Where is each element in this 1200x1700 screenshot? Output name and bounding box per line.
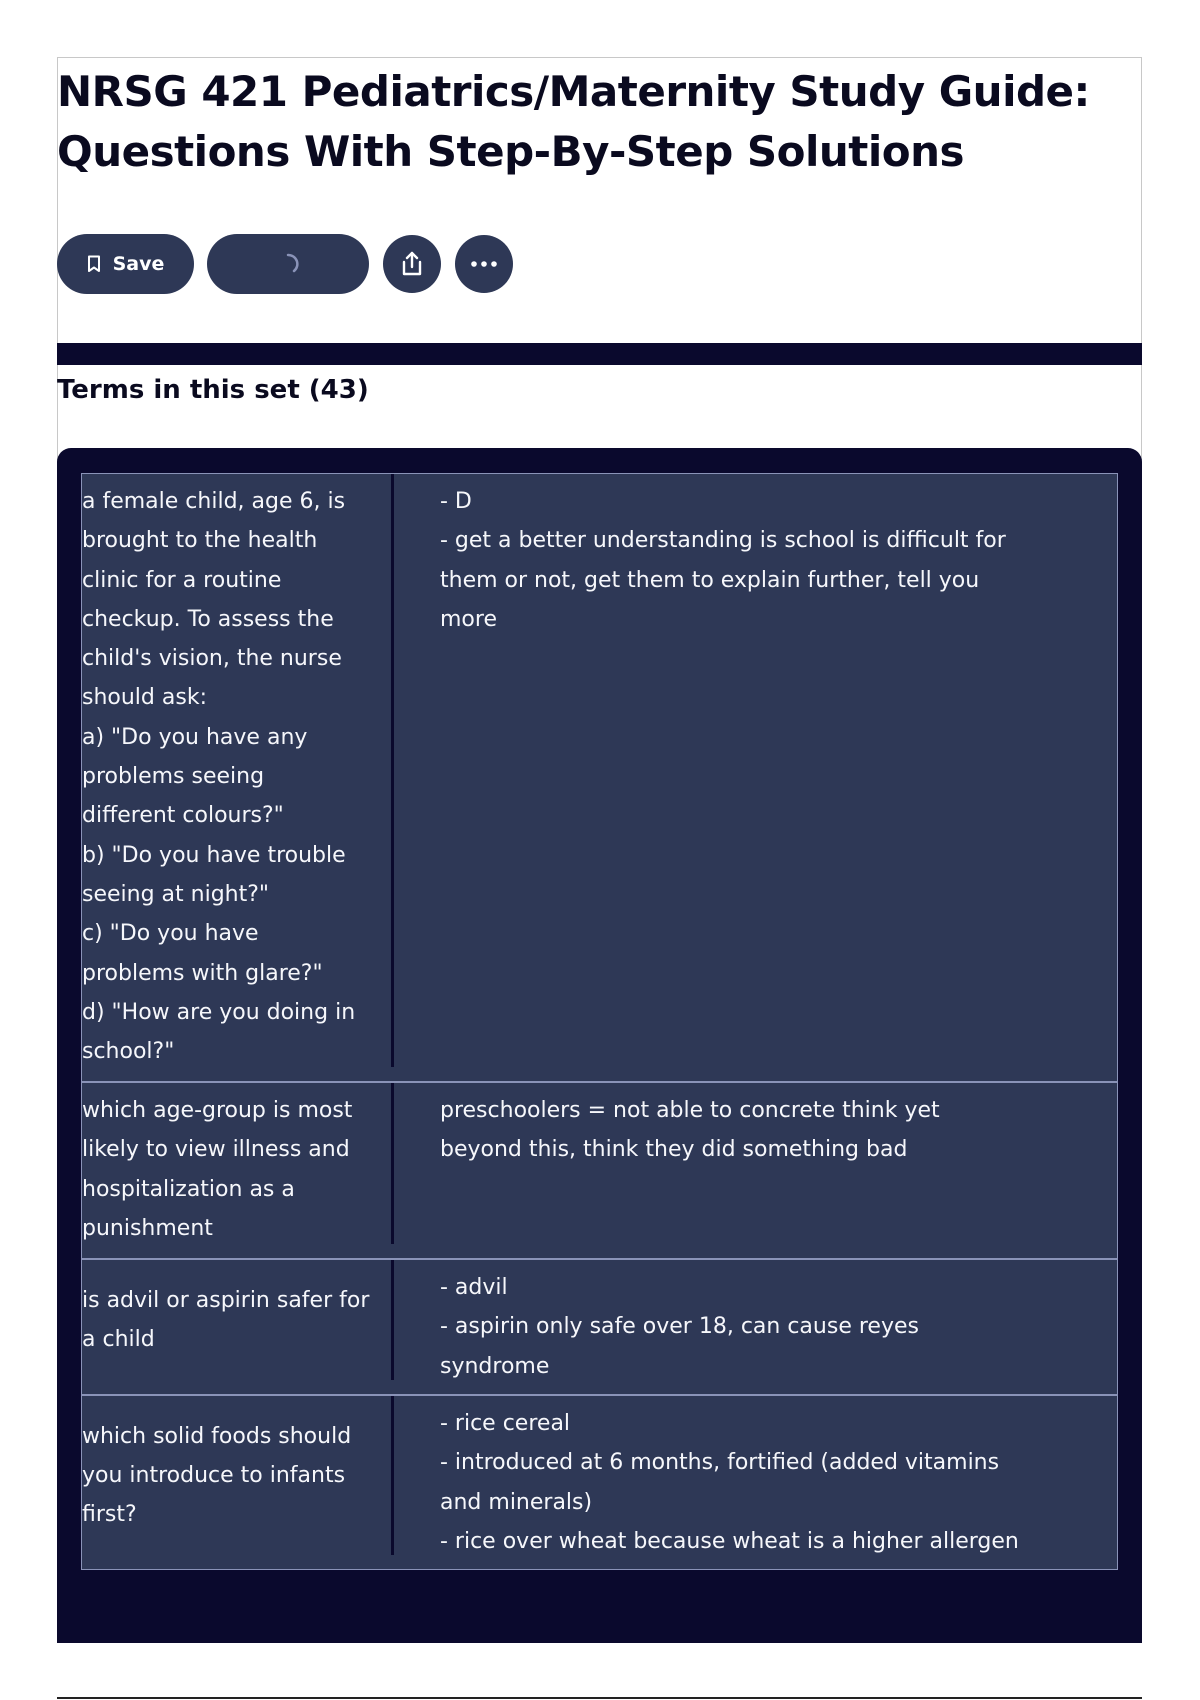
- card-separator: [391, 474, 394, 1067]
- more-options-button[interactable]: [455, 235, 513, 293]
- share-button[interactable]: [383, 235, 441, 293]
- term-text: which solid foods should you introduce to infants first?: [82, 1423, 352, 1528]
- term-text: is advil or aspirin safer for a child: [82, 1287, 370, 1352]
- terms-heading: Terms in this set (43): [57, 375, 369, 405]
- bottom-rule: [57, 1697, 1142, 1699]
- term-card[interactable]: [81, 473, 1118, 1082]
- more-dots-icon: [470, 260, 498, 268]
- bookmark-icon: [87, 255, 101, 273]
- action-bar: [57, 234, 513, 294]
- definition-text: - D - get a better understanding is school is difficult for them or not, get them to explain further, tell you more: [440, 489, 1006, 632]
- section-divider: [57, 343, 1142, 365]
- spinner-icon: [276, 252, 300, 276]
- term-card[interactable]: [81, 1082, 1118, 1259]
- terms-panel: [57, 448, 1142, 1643]
- share-icon: [399, 250, 425, 278]
- term-text: which age-group is most likely to view illness and hospitalization as a punishment: [82, 1098, 353, 1241]
- loading-button[interactable]: [207, 234, 369, 294]
- page-title: NRSG 421 Pediatrics/Maternity Study Guide: Questions With Step-By-Step Solutions: [57, 67, 1090, 176]
- definition-text: preschoolers = not able to concrete think yet beyond this, think they did something bad: [440, 1098, 940, 1163]
- card-separator: [391, 1083, 394, 1244]
- card-separator: [391, 1260, 394, 1380]
- term-text: a female child, age 6, is brought to the health clinic for a routine checkup. To assess the child's vision, the nurse should ask: a) "Do you have any problems seeing different colours?" b) "Do you have trouble seeing at night?" c) "Do you have problems with glare?" d) "How are you doing in school?": [82, 489, 356, 1065]
- save-button[interactable]: [57, 234, 194, 294]
- card-separator: [391, 1396, 394, 1555]
- definition-text: - advil - aspirin only safe over 18, can cause reyes syndrome: [440, 1275, 919, 1379]
- term-card[interactable]: [81, 1395, 1118, 1570]
- definition-text: - rice cereal - introduced at 6 months, fortified (added vitamins and minerals) - rice over wheat because wheat is a higher allergen: [440, 1411, 1019, 1554]
- term-card[interactable]: [81, 1259, 1118, 1395]
- save-label: Save: [112, 253, 165, 275]
